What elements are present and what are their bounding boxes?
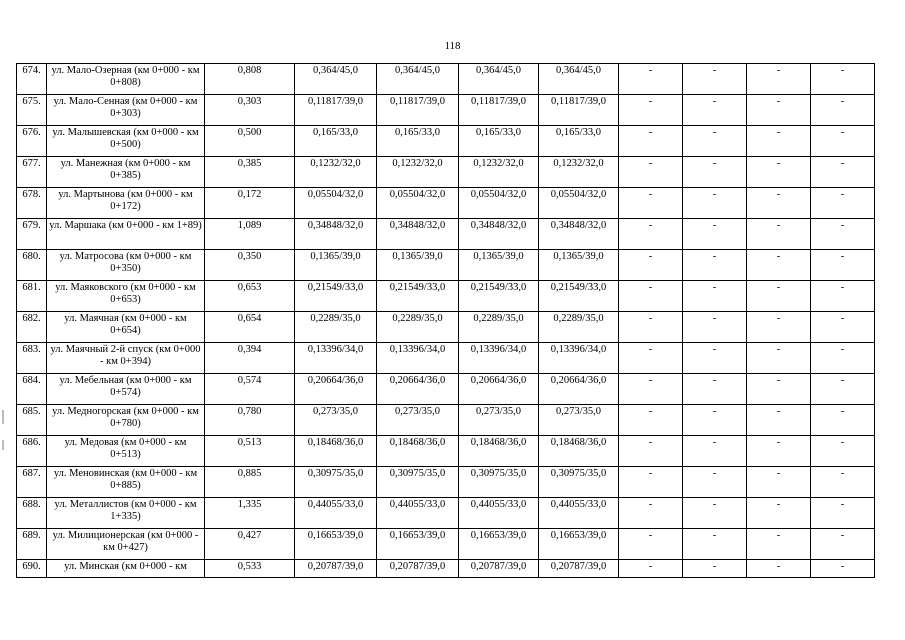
street-name-cell: ул. Милиционерская (км 0+000 - км 0+427): [47, 529, 205, 560]
dash-cell-3: -: [747, 343, 811, 374]
dash-cell-1: -: [619, 560, 683, 578]
dash-cell-2: -: [683, 157, 747, 188]
dash-cell-4: -: [811, 126, 875, 157]
dash-cell-4: -: [811, 312, 875, 343]
dash-cell-3: -: [747, 529, 811, 560]
value-cell-1: 0,13396/34,0: [295, 343, 377, 374]
dash-cell-4: -: [811, 64, 875, 95]
table-row: [17, 312, 875, 343]
value-cell-1: 0,05504/32,0: [295, 188, 377, 219]
value-cell-4: 0,364/45,0: [539, 64, 619, 95]
value-cell-4: 0,30975/35,0: [539, 467, 619, 498]
dash-cell-1: -: [619, 467, 683, 498]
dash-cell-4: -: [811, 436, 875, 467]
table-row: [17, 126, 875, 157]
street-name-cell: ул. Меновинская (км 0+000 - км 0+885): [47, 467, 205, 498]
value-cell-2: 0,1232/32,0: [377, 157, 459, 188]
dash-cell-2: -: [683, 498, 747, 529]
value-cell-3: 0,30975/35,0: [459, 467, 539, 498]
dash-cell-4: -: [811, 95, 875, 126]
dash-cell-1: -: [619, 498, 683, 529]
row-number-cell: 689.: [17, 529, 47, 560]
dash-cell-1: -: [619, 312, 683, 343]
table-row: [17, 188, 875, 219]
value-cell-1: 0,364/45,0: [295, 64, 377, 95]
value-cell-3: 0,11817/39,0: [459, 95, 539, 126]
value-cell-3: 0,1365/39,0: [459, 250, 539, 281]
dash-cell-2: -: [683, 64, 747, 95]
street-name-cell: ул. Медовая (км 0+000 - км 0+513): [47, 436, 205, 467]
value-cell-2: 0,11817/39,0: [377, 95, 459, 126]
dash-cell-2: -: [683, 529, 747, 560]
value-cell-1: 0,34848/32,0: [295, 219, 377, 250]
length-cell: 0,808: [205, 64, 295, 95]
row-number-cell: 687.: [17, 467, 47, 498]
value-cell-4: 0,165/33,0: [539, 126, 619, 157]
dash-cell-4: -: [811, 529, 875, 560]
value-cell-4: 0,44055/33,0: [539, 498, 619, 529]
value-cell-1: 0,21549/33,0: [295, 281, 377, 312]
dash-cell-4: -: [811, 250, 875, 281]
value-cell-2: 0,16653/39,0: [377, 529, 459, 560]
value-cell-4: 0,16653/39,0: [539, 529, 619, 560]
dash-cell-2: -: [683, 281, 747, 312]
dash-cell-1: -: [619, 529, 683, 560]
value-cell-4: 0,1365/39,0: [539, 250, 619, 281]
table-row: [17, 219, 875, 250]
margin-mark: [2, 440, 4, 450]
row-number-cell: 684.: [17, 374, 47, 405]
value-cell-3: 0,1232/32,0: [459, 157, 539, 188]
dash-cell-2: -: [683, 312, 747, 343]
dash-cell-1: -: [619, 64, 683, 95]
dash-cell-1: -: [619, 405, 683, 436]
value-cell-4: 0,20787/39,0: [539, 560, 619, 578]
street-name-cell: ул. Мебельная (км 0+000 - км 0+574): [47, 374, 205, 405]
street-name-cell: ул. Мало-Озерная (км 0+000 - км 0+808): [47, 64, 205, 95]
street-name-cell: ул. Маячный 2-й спуск (км 0+000 - км 0+394): [47, 343, 205, 374]
value-cell-1: 0,273/35,0: [295, 405, 377, 436]
row-number-cell: 690.: [17, 560, 47, 578]
dash-cell-4: -: [811, 498, 875, 529]
dash-cell-3: -: [747, 219, 811, 250]
table-row: [17, 95, 875, 126]
dash-cell-2: -: [683, 250, 747, 281]
street-name-cell: ул. Маяковского (км 0+000 - км 0+653): [47, 281, 205, 312]
value-cell-4: 0,13396/34,0: [539, 343, 619, 374]
row-number-cell: 677.: [17, 157, 47, 188]
length-cell: 0,303: [205, 95, 295, 126]
table-body: [17, 64, 875, 578]
table-row: [17, 529, 875, 560]
row-number-cell: 688.: [17, 498, 47, 529]
dash-cell-3: -: [747, 467, 811, 498]
dash-cell-3: -: [747, 374, 811, 405]
length-cell: 0,885: [205, 467, 295, 498]
table-row: [17, 157, 875, 188]
value-cell-2: 0,34848/32,0: [377, 219, 459, 250]
value-cell-1: 0,16653/39,0: [295, 529, 377, 560]
value-cell-3: 0,273/35,0: [459, 405, 539, 436]
value-cell-3: 0,05504/32,0: [459, 188, 539, 219]
row-number-cell: 685.: [17, 405, 47, 436]
length-cell: 0,533: [205, 560, 295, 578]
table-row: [17, 405, 875, 436]
value-cell-4: 0,18468/36,0: [539, 436, 619, 467]
dash-cell-1: -: [619, 281, 683, 312]
row-number-cell: 680.: [17, 250, 47, 281]
street-name-cell: ул. Медногорская (км 0+000 - км 0+780): [47, 405, 205, 436]
dash-cell-4: -: [811, 467, 875, 498]
table-row: [17, 374, 875, 405]
dash-cell-2: -: [683, 343, 747, 374]
dash-cell-4: -: [811, 219, 875, 250]
length-cell: 0,500: [205, 126, 295, 157]
dash-cell-1: -: [619, 343, 683, 374]
dash-cell-4: -: [811, 343, 875, 374]
value-cell-2: 0,20787/39,0: [377, 560, 459, 578]
street-name-cell: ул. Малышевская (км 0+000 - км 0+500): [47, 126, 205, 157]
table-row: [17, 343, 875, 374]
value-cell-3: 0,44055/33,0: [459, 498, 539, 529]
row-number-cell: 679.: [17, 219, 47, 250]
row-number-cell: 682.: [17, 312, 47, 343]
dash-cell-2: -: [683, 126, 747, 157]
value-cell-2: 0,13396/34,0: [377, 343, 459, 374]
dash-cell-3: -: [747, 312, 811, 343]
value-cell-1: 0,165/33,0: [295, 126, 377, 157]
dash-cell-1: -: [619, 436, 683, 467]
value-cell-2: 0,1365/39,0: [377, 250, 459, 281]
page-number: 118: [444, 40, 461, 52]
value-cell-4: 0,273/35,0: [539, 405, 619, 436]
row-number-cell: 675.: [17, 95, 47, 126]
value-cell-1: 0,20664/36,0: [295, 374, 377, 405]
margin-mark: [2, 410, 4, 424]
row-number-cell: 681.: [17, 281, 47, 312]
table-row: [17, 560, 875, 578]
dash-cell-4: -: [811, 560, 875, 578]
value-cell-3: 0,13396/34,0: [459, 343, 539, 374]
value-cell-4: 0,11817/39,0: [539, 95, 619, 126]
dash-cell-1: -: [619, 157, 683, 188]
value-cell-3: 0,34848/32,0: [459, 219, 539, 250]
value-cell-2: 0,20664/36,0: [377, 374, 459, 405]
value-cell-1: 0,20787/39,0: [295, 560, 377, 578]
dash-cell-2: -: [683, 188, 747, 219]
value-cell-1: 0,18468/36,0: [295, 436, 377, 467]
value-cell-1: 0,11817/39,0: [295, 95, 377, 126]
length-cell: 1,335: [205, 498, 295, 529]
dash-cell-1: -: [619, 374, 683, 405]
table-row: [17, 250, 875, 281]
length-cell: 0,780: [205, 405, 295, 436]
table-row: [17, 467, 875, 498]
table-row: [17, 436, 875, 467]
row-number-cell: 686.: [17, 436, 47, 467]
value-cell-2: 0,2289/35,0: [377, 312, 459, 343]
street-name-cell: ул. Маршака (км 0+000 - км 1+89): [47, 219, 205, 250]
dash-cell-4: -: [811, 405, 875, 436]
street-name-cell: ул. Маячная (км 0+000 - км 0+654): [47, 312, 205, 343]
value-cell-4: 0,21549/33,0: [539, 281, 619, 312]
dash-cell-3: -: [747, 126, 811, 157]
value-cell-2: 0,30975/35,0: [377, 467, 459, 498]
value-cell-3: 0,364/45,0: [459, 64, 539, 95]
value-cell-3: 0,18468/36,0: [459, 436, 539, 467]
dash-cell-1: -: [619, 219, 683, 250]
value-cell-1: 0,1232/32,0: [295, 157, 377, 188]
dash-cell-3: -: [747, 436, 811, 467]
value-cell-4: 0,05504/32,0: [539, 188, 619, 219]
street-name-cell: ул. Мартынова (км 0+000 - км 0+172): [47, 188, 205, 219]
dash-cell-3: -: [747, 188, 811, 219]
value-cell-4: 0,1232/32,0: [539, 157, 619, 188]
dash-cell-3: -: [747, 95, 811, 126]
value-cell-3: 0,16653/39,0: [459, 529, 539, 560]
length-cell: 0,385: [205, 157, 295, 188]
value-cell-2: 0,44055/33,0: [377, 498, 459, 529]
value-cell-4: 0,34848/32,0: [539, 219, 619, 250]
value-cell-2: 0,364/45,0: [377, 64, 459, 95]
dash-cell-2: -: [683, 95, 747, 126]
value-cell-1: 0,2289/35,0: [295, 312, 377, 343]
dash-cell-4: -: [811, 188, 875, 219]
row-number-cell: 683.: [17, 343, 47, 374]
dash-cell-1: -: [619, 95, 683, 126]
value-cell-2: 0,05504/32,0: [377, 188, 459, 219]
dash-cell-3: -: [747, 405, 811, 436]
dash-cell-3: -: [747, 64, 811, 95]
length-cell: 0,574: [205, 374, 295, 405]
length-cell: 0,172: [205, 188, 295, 219]
value-cell-3: 0,20664/36,0: [459, 374, 539, 405]
dash-cell-3: -: [747, 560, 811, 578]
dash-cell-2: -: [683, 219, 747, 250]
roads-table: [16, 63, 875, 578]
value-cell-3: 0,20787/39,0: [459, 560, 539, 578]
length-cell: 0,427: [205, 529, 295, 560]
table-row: [17, 64, 875, 95]
value-cell-2: 0,18468/36,0: [377, 436, 459, 467]
value-cell-1: 0,1365/39,0: [295, 250, 377, 281]
dash-cell-1: -: [619, 126, 683, 157]
dash-cell-4: -: [811, 281, 875, 312]
dash-cell-2: -: [683, 374, 747, 405]
row-number-cell: 678.: [17, 188, 47, 219]
length-cell: 0,350: [205, 250, 295, 281]
dash-cell-2: -: [683, 405, 747, 436]
length-cell: 0,513: [205, 436, 295, 467]
dash-cell-2: -: [683, 467, 747, 498]
value-cell-3: 0,21549/33,0: [459, 281, 539, 312]
table-row: [17, 281, 875, 312]
street-name-cell: ул. Матросова (км 0+000 - км 0+350): [47, 250, 205, 281]
dash-cell-4: -: [811, 157, 875, 188]
dash-cell-3: -: [747, 281, 811, 312]
value-cell-2: 0,165/33,0: [377, 126, 459, 157]
table-row: [17, 498, 875, 529]
value-cell-2: 0,21549/33,0: [377, 281, 459, 312]
dash-cell-4: -: [811, 374, 875, 405]
value-cell-3: 0,165/33,0: [459, 126, 539, 157]
length-cell: 0,654: [205, 312, 295, 343]
street-name-cell: ул. Металлистов (км 0+000 - км 1+335): [47, 498, 205, 529]
length-cell: 1,089: [205, 219, 295, 250]
value-cell-1: 0,44055/33,0: [295, 498, 377, 529]
street-name-cell: ул. Минская (км 0+000 - км: [47, 560, 205, 578]
value-cell-4: 0,20664/36,0: [539, 374, 619, 405]
street-name-cell: ул. Манежная (км 0+000 - км 0+385): [47, 157, 205, 188]
length-cell: 0,653: [205, 281, 295, 312]
dash-cell-1: -: [619, 188, 683, 219]
row-number-cell: 676.: [17, 126, 47, 157]
dash-cell-3: -: [747, 498, 811, 529]
value-cell-3: 0,2289/35,0: [459, 312, 539, 343]
value-cell-4: 0,2289/35,0: [539, 312, 619, 343]
dash-cell-3: -: [747, 250, 811, 281]
dash-cell-3: -: [747, 157, 811, 188]
dash-cell-2: -: [683, 436, 747, 467]
dash-cell-1: -: [619, 250, 683, 281]
value-cell-1: 0,30975/35,0: [295, 467, 377, 498]
street-name-cell: ул. Мало-Сенная (км 0+000 - км 0+303): [47, 95, 205, 126]
value-cell-2: 0,273/35,0: [377, 405, 459, 436]
row-number-cell: 674.: [17, 64, 47, 95]
length-cell: 0,394: [205, 343, 295, 374]
dash-cell-2: -: [683, 560, 747, 578]
